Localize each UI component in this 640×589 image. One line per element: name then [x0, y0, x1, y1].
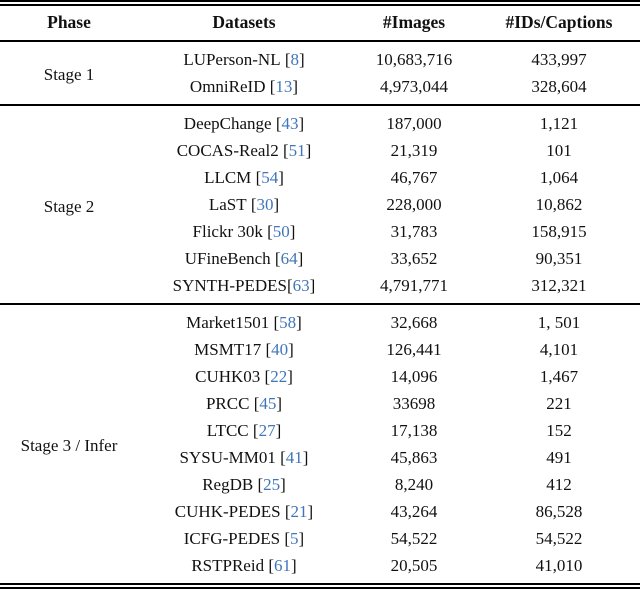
- images-count: 14,096: [390, 366, 438, 386]
- citation-link[interactable]: 41: [285, 447, 303, 467]
- images-count: 126,441: [386, 339, 442, 359]
- citation-link[interactable]: 64: [280, 248, 298, 268]
- dataset-name: MSMT17: [194, 339, 262, 359]
- table-section: [0, 105, 640, 304]
- citation-link[interactable]: 40: [271, 339, 289, 359]
- dataset-cell: OmniReID [13]: [189, 76, 299, 96]
- dataset-cell: RSTPReid [61]: [191, 555, 297, 575]
- table-section: [0, 41, 640, 105]
- dataset-cell: PRCC [45]: [205, 393, 283, 413]
- dataset-cell: ICFG-PEDES [5]: [183, 528, 305, 548]
- ids-captions-count: 1,064: [539, 167, 579, 187]
- images-count: 228,000: [386, 194, 442, 214]
- ids-captions-count: 221: [546, 393, 572, 413]
- table-bottom-rule: [0, 583, 640, 589]
- dataset-name: SYSU-MM01: [179, 447, 276, 467]
- citation-link[interactable]: 27: [258, 420, 276, 440]
- dataset-name: ICFG-PEDES: [183, 528, 281, 548]
- dataset-name: DeepChange: [183, 113, 272, 133]
- images-count: 10,683,716: [375, 49, 453, 69]
- citation-link[interactable]: 54: [261, 167, 279, 187]
- dataset-name: UFineBench: [184, 248, 271, 268]
- ids-captions-count: 312,321: [531, 275, 587, 295]
- ids-captions-count: 41,010: [535, 555, 583, 575]
- images-count: 187,000: [386, 113, 442, 133]
- citation-link[interactable]: 63: [292, 275, 310, 295]
- datasets-table: [0, 6, 640, 583]
- table-row: [0, 304, 640, 336]
- images-count: 17,138: [390, 420, 438, 440]
- ids-captions-count: 1, 501: [537, 312, 581, 332]
- ids-captions-count: 412: [546, 474, 572, 494]
- dataset-cell: SYSU-MM01 [41]: [179, 447, 309, 467]
- dataset-name: LaST: [208, 194, 247, 214]
- table-row: [0, 105, 640, 137]
- citation-link[interactable]: 13: [275, 76, 293, 96]
- dataset-cell: LTCC [27]: [206, 420, 282, 440]
- ids-captions-count: 328,604: [531, 76, 587, 96]
- citation-link[interactable]: 61: [274, 555, 291, 575]
- citation-link[interactable]: 58: [279, 312, 297, 332]
- dataset-name: COCAS-Real2: [176, 140, 279, 160]
- ids-captions-count: 90,351: [535, 248, 583, 268]
- dataset-cell: Flickr 30k [50]: [192, 221, 296, 241]
- ids-captions-count: 54,522: [535, 528, 583, 548]
- dataset-cell: MSMT17 [40]: [194, 339, 294, 359]
- citation-link[interactable]: 43: [281, 113, 299, 133]
- phase-label: Stage 2: [43, 196, 95, 216]
- citation-link[interactable]: 25: [263, 474, 281, 494]
- images-count: 21,319: [390, 140, 438, 160]
- images-count: 4,973,044: [380, 76, 448, 96]
- dataset-cell: COCAS-Real2 [51]: [176, 140, 312, 160]
- dataset-name: OmniReID: [189, 76, 266, 96]
- column-header-phase: Phase: [47, 12, 91, 32]
- dataset-cell: CUHK03 [22]: [195, 366, 293, 386]
- dataset-name: LUPerson-NL: [183, 49, 281, 69]
- ids-captions-count: 1,121: [539, 113, 579, 133]
- images-count: 33698: [392, 393, 436, 413]
- dataset-cell: UFineBench [64]: [184, 248, 304, 268]
- images-count: 43,264: [390, 501, 438, 521]
- dataset-name: CUHK-PEDES: [174, 501, 281, 521]
- images-count: 46,767: [390, 167, 438, 187]
- images-count: 32,668: [390, 312, 438, 332]
- ids-captions-count: 152: [546, 420, 572, 440]
- ids-captions-count: 491: [546, 447, 572, 467]
- dataset-cell: LaST [30]: [208, 194, 280, 214]
- column-header-ids: #IDs/Captions: [505, 12, 613, 32]
- citation-link[interactable]: 21: [290, 501, 308, 521]
- dataset-cell: SYNTH-PEDES[63]: [172, 275, 316, 295]
- dataset-name: PRCC: [205, 393, 250, 413]
- dataset-name: LTCC: [206, 420, 249, 440]
- images-count: 54,522: [390, 528, 438, 548]
- ids-captions-count: 1,467: [539, 366, 579, 386]
- citation-link[interactable]: 45: [259, 393, 277, 413]
- images-count: 8,240: [394, 474, 434, 494]
- citation-link[interactable]: 50: [272, 221, 290, 241]
- citation-link[interactable]: 30: [256, 194, 274, 214]
- images-count: 31,783: [390, 221, 438, 241]
- dataset-cell: LLCM [54]: [204, 167, 284, 187]
- citation-link[interactable]: 5: [290, 528, 299, 548]
- table-section: [0, 304, 640, 583]
- dataset-cell: LUPerson-NL [8]: [183, 49, 305, 69]
- dataset-cell: DeepChange [43]: [183, 113, 305, 133]
- ids-captions-count: 86,528: [535, 501, 583, 521]
- dataset-name: CUHK03: [195, 366, 261, 386]
- dataset-name: Market1501: [186, 312, 270, 332]
- dataset-name: Flickr 30k: [192, 221, 263, 241]
- citation-link[interactable]: 8: [290, 49, 299, 69]
- dataset-cell: Market1501 [58]: [186, 312, 302, 332]
- ids-captions-count: 433,997: [531, 49, 587, 69]
- phase-label: Stage 3 / Infer: [20, 436, 118, 455]
- header-row: [0, 6, 640, 41]
- ids-captions-count: 4,101: [539, 339, 579, 359]
- images-count: 20,505: [390, 555, 438, 575]
- table-row: [0, 41, 640, 73]
- images-count: 33,652: [390, 248, 438, 268]
- images-count: 45,863: [390, 447, 438, 467]
- dataset-cell: CUHK-PEDES [21]: [174, 501, 314, 521]
- ids-captions-count: 10,862: [535, 194, 583, 214]
- ids-captions-count: 101: [546, 140, 572, 160]
- dataset-name: RegDB: [202, 474, 254, 494]
- column-header-datasets: Datasets: [212, 12, 276, 32]
- dataset-name: SYNTH-PEDES: [172, 275, 287, 295]
- citation-link[interactable]: 22: [270, 366, 288, 386]
- phase-label: Stage 1: [43, 65, 95, 84]
- dataset-cell: RegDB [25]: [202, 474, 286, 494]
- dataset-name: RSTPReid: [191, 555, 265, 575]
- citation-link[interactable]: 51: [288, 140, 306, 160]
- ids-captions-count: 158,915: [531, 221, 587, 241]
- table-header: [0, 6, 640, 41]
- column-header-images: #Images: [382, 12, 446, 32]
- images-count: 4,791,771: [380, 275, 448, 295]
- dataset-name: LLCM: [204, 167, 252, 187]
